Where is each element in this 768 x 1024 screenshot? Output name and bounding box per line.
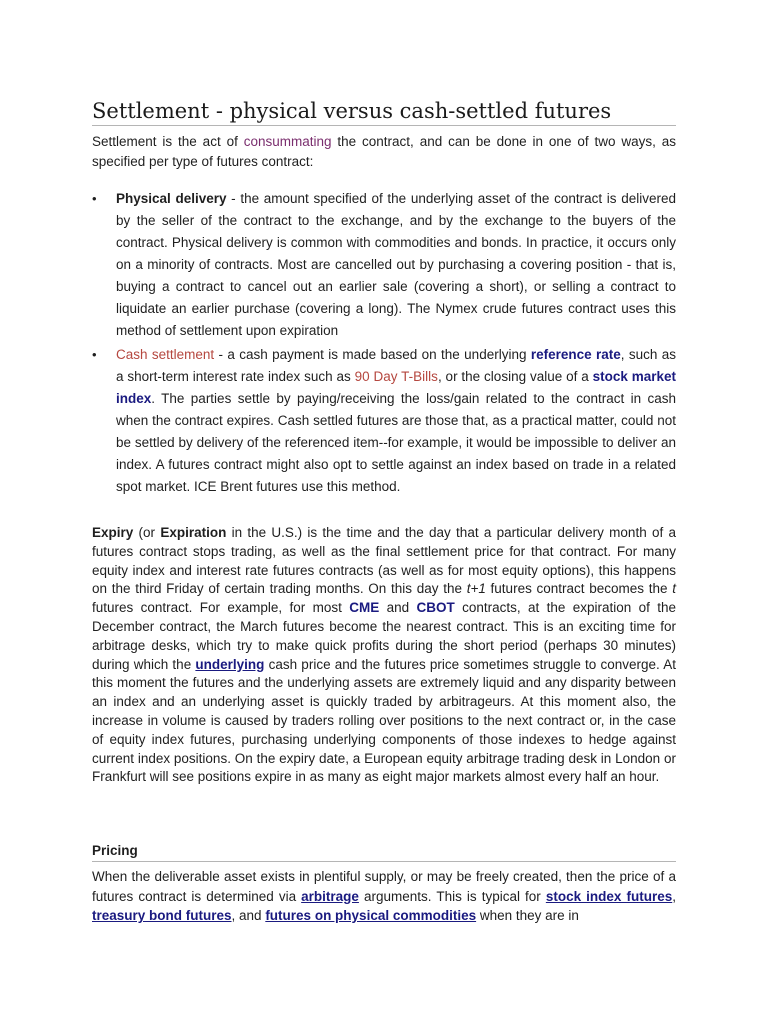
cash-settlement-text: , such as a short-term interest rate index such as xyxy=(116,347,677,384)
t-bills-link[interactable]: 90 Day T-Bills xyxy=(354,369,438,384)
pricing-text: when they are in xyxy=(476,908,579,923)
physical-commodities-futures-link[interactable]: futures on physical commodities xyxy=(265,908,477,923)
expiry-term: Expiry xyxy=(92,525,134,540)
expiry-text: contracts, at the expiration of the December contract, the March futures become the nearest contract. This is an exciting time for arbitrage desks, which try to make quick profits during the short period (perhaps 30 minutes) during which the xyxy=(92,600,676,672)
t-plus-one-term: t+1 xyxy=(466,581,486,597)
pricing-heading: Pricing xyxy=(92,841,676,862)
intro-text: Settlement is the act of xyxy=(92,134,244,149)
stock-index-futures-link[interactable]: stock index futures xyxy=(545,888,673,904)
cash-settlement-link[interactable]: Cash settlement xyxy=(116,347,215,362)
cash-settlement-text: . The parties settle by paying/receiving the loss/gain related to the contract in cash when the contract expires. Cash settled futures are those that, as a practical matter, could not be settled by delivery of the referenced item--for example, it would be impossible to deliver an index. A futures contract might also opt to settle against an index based on trade in a related spot market. ICE Brent futures use this method. xyxy=(116,391,676,494)
physical-delivery-text: - the amount specified of the underlying asset of the contract is delivered by the seller of the contract to the exchange, and by the exchange to the buyers of the contract. Physical delivery is common with commodities and bonds. In practice, it occurs only on a minority of contracts. Most are cancelled out by purchasing a covering position - that is, buying a contract to cancel out an earlier sale (covering a short), or selling a contract to liquidate an earlier purchase (covering a long). The Nymex crude futures contract uses this method of settlement upon expiration xyxy=(116,191,676,338)
intro-paragraph xyxy=(92,132,676,171)
cash-settlement-text: - a cash payment is made based on the underlying xyxy=(214,347,531,362)
bullet-icon: • xyxy=(92,347,97,362)
reference-rate-link[interactable]: reference rate xyxy=(530,347,621,362)
expiry-paragraph xyxy=(92,524,676,787)
expiry-text: cash price and the futures price sometimes struggle to converge. At this moment the futures and the underlying assets are extremely liquid and any disparity between an index and an underlying asset is quickly traded by arbitrageurs. At this moment also, the increase in volume is caused by traders rolling over positions to the next contract or, in the case of equity index futures, purchasing underlying components of those indexes to hedge against current index positions. On the expiry date, a European equity arbitrage trading desk in London or Frankfurt will see positions expire in as many as eight major markets almost every half an hour. xyxy=(92,656,676,785)
physical-delivery-term: Physical delivery xyxy=(116,191,227,206)
expiry-text: futures contract. For example, for most xyxy=(92,600,350,616)
page-title: Settlement - physical versus cash-settled futures xyxy=(92,97,676,126)
underlying-link[interactable]: underlying xyxy=(195,656,265,672)
expiration-term: Expiration xyxy=(160,525,227,540)
expiry-text: and xyxy=(379,600,417,616)
bullet-icon: • xyxy=(92,191,97,206)
pricing-text: arguments. This is typical for xyxy=(358,888,546,904)
list-item-cash-settlement xyxy=(92,344,676,498)
list-item-physical-delivery xyxy=(92,188,676,342)
arbitrage-link[interactable]: arbitrage xyxy=(301,888,359,904)
intro-text: the contract, and can be done in one of two ways, as specified per type of futures contract: xyxy=(92,134,676,169)
pricing-text: , xyxy=(672,888,677,904)
pricing-paragraph xyxy=(92,867,676,926)
pricing-text: When the deliverable asset exists in plentiful supply, or may be freely created, then the price of a futures contract is determined via xyxy=(92,869,676,904)
stock-market-index-link[interactable]: stock market index xyxy=(116,369,677,406)
t-term: t xyxy=(672,581,676,597)
treasury-bond-futures-link[interactable]: treasury bond futures xyxy=(92,908,232,923)
expiry-text: in the U.S.) is the time and the day that a particular delivery month of a futures contract stops trading, as well as the final settlement price for that contract. For many equity index and interest rate futures contracts (as well as for most equity options), this happens on the third Friday of certain trading months. On this day the xyxy=(92,525,676,597)
settlement-methods-list xyxy=(92,188,676,498)
cash-settlement-text: , or the closing value of a xyxy=(437,369,593,384)
consummating-link[interactable]: consummating xyxy=(243,134,332,149)
expiry-text: (or xyxy=(133,525,161,540)
cbot-link[interactable]: CBOT xyxy=(416,600,455,616)
cme-link[interactable]: CME xyxy=(349,600,380,616)
expiry-text: futures contract becomes the xyxy=(485,581,673,597)
pricing-text: , and xyxy=(231,908,266,923)
